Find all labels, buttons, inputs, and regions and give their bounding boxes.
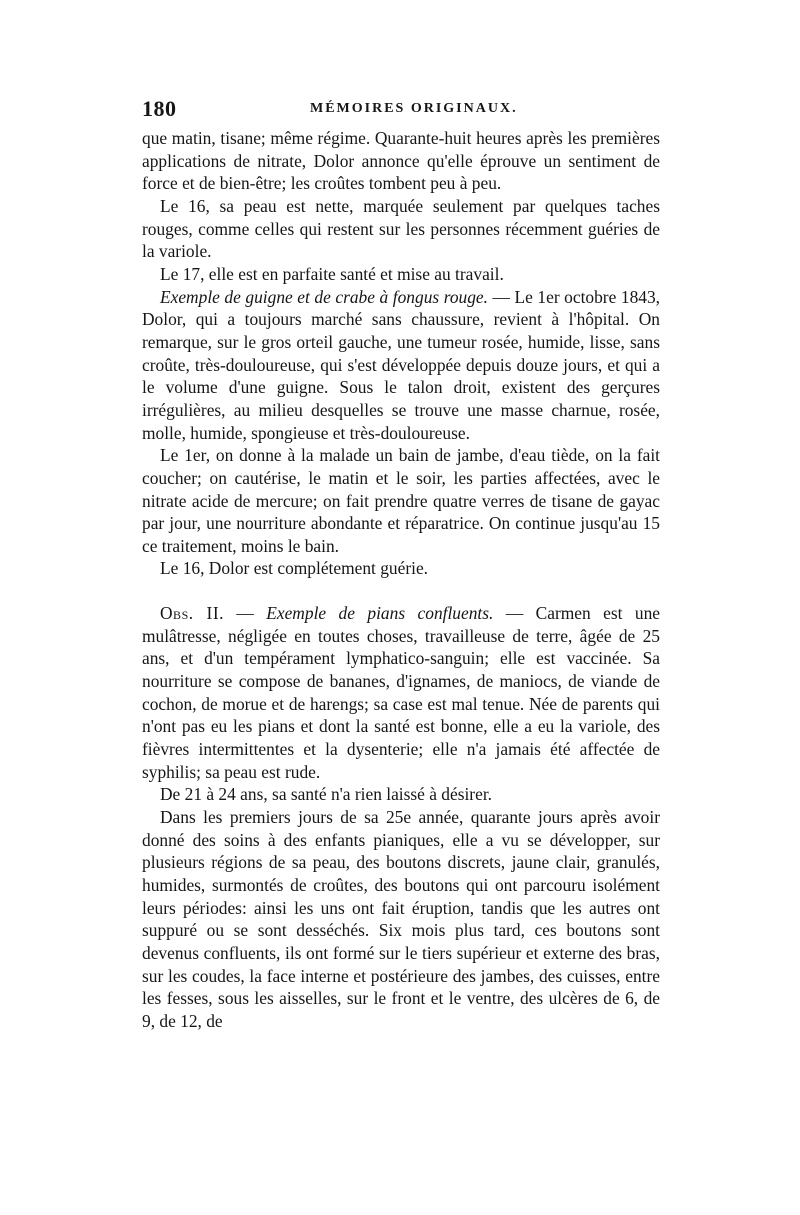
observation-title: Exemple de pians confluents. [266,603,494,624]
paragraph: Le 16, Dolor est complétement guérie. [160,558,429,579]
example-title: Exemple de guigne et de crabe à fongus rouge. [160,286,488,307]
page-header [142,96,660,126]
body-text [142,127,660,1033]
observation-label: Obs. II. [160,603,224,624]
paragraph: Le 17, elle est en parfaite santé et mise au travail. [160,263,504,284]
page-number: 180 [142,96,177,121]
paragraph-observation-ii: Obs. II. — Exemple de pians confluents. — Carmen est une mulâtresse, négligée en toutes choses, travailleuse de terre, âgée de 25 ans, et d'un tempérament lymphatico-sanguin; elle est vaccinée. Sa nourriture se compose de bananes, d'ignames, de maniocs, de viande de cochon, de morue et de harengs; sa case est mal tenue. Née de parents qui n'ont pas eu les pians et dont la santé est bonne, elle a eu la variole, des fièvres intermittentes et la dysenterie; elle n'a jamais été affectée de syphilis; sa peau est rude. [142,603,661,782]
paragraph-example-guigne: Exemple de guigne et de crabe à fongus rouge. — Le 1er octobre 1843, Dolor, qui a toujours marché sans chaussure, revient à l'hôpital. On remarque, sur le gros orteil gauche, une tumeur rosée, humide, lisse, sans croûte, très-douloureuse, qui s'est développée depuis douze jours, et qui a le volume d'une guigne. Sous le talon droit, existent des gerçures irrégulières, au milieu desquelles se trouve une masse charnue, rosée, molle, humide, spongieuse et très-douloureuse. [142,286,661,443]
paragraph: Le 1er, on donne à la malade un bain de jambe, d'eau tiède, on la fait coucher; on cautérise, le matin et le soir, les parties affectées, avec le nitrate acide de mercure; on fait prendre quatre verres de tisane de gayac par jour, une nourriture abondante et réparatrice. On continue jusqu'au 15 ce traitement, moins le bain. [142,445,660,556]
paragraph: De 21 à 24 ans, sa santé n'a rien laissé à désirer. [160,784,492,805]
running-head: MÉMOIRES ORIGINAUX. [310,101,518,116]
paragraph-continuation: que matin, tisane; même régime. Quarante-huit heures après les premières applications de nitrate, Dolor annonce qu'elle éprouve un sentiment de force et de bien-être; les croûtes tombent peu à peu. [142,128,660,194]
paragraph: Le 16, sa peau est nette, marquée seulement par quelques taches rouges, comme celles qui restent sur les personnes récemment guéries de la variole. [142,195,660,262]
paragraph: Dans les premiers jours de sa 25e année, quarante jours après avoir donné des soins à des enfants pianiques, elle a vu se développer, sur plusieurs régions de sa peau, des boutons discrets, jaune clair, granulés, humides, surmontés de croûtes, des boutons qui ont parcouru isolément leurs périodes: ainsi les uns ont fait éruption, tandis que les autres ont suppuré ou se sont desséchés. Six mois plus tard, ces boutons sont devenus confluents, ils ont formé sur le tiers supérieur et externe des bras, sur les coudes, la face interne et postérieure des jambes, des cuisses, entre les fesses, sous les aisselles, sur le front et le ventre, des ulcères de 6, de 9, de 12, de [142,807,660,1031]
